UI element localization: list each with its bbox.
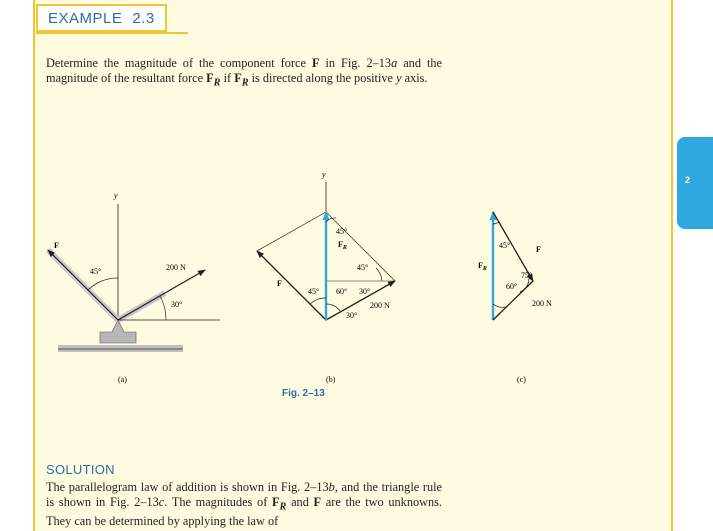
- svg-text:75°: 75°: [521, 271, 533, 280]
- bracket: [100, 320, 136, 343]
- svg-text:200 N: 200 N: [166, 263, 186, 272]
- figure-caption: Fig. 2–13: [282, 388, 325, 399]
- solution-heading: SOLUTION: [46, 462, 115, 477]
- svg-text:F: F: [277, 279, 282, 288]
- svg-text:60°: 60°: [506, 282, 518, 291]
- svg-text:30°: 30°: [346, 311, 358, 320]
- solution-text: The parallelogram law of addition is shown in Fig. 2–13b, and the triangle rule is shown in Fig. 2–13c. The magnitudes of $F_R$ and F are the two unknowns. They can be determined by applying the law of: [46, 480, 443, 529]
- example-number: 2.3: [132, 9, 155, 27]
- svg-text:F: F: [536, 245, 541, 254]
- chapter-tab-label: 2: [685, 175, 691, 185]
- svg-text:45°: 45°: [499, 241, 511, 250]
- header-rule: [36, 32, 188, 34]
- svg-text:y: y: [322, 170, 326, 179]
- svg-text:45°: 45°: [336, 227, 348, 236]
- example-header: [36, 4, 167, 32]
- svg-text:30°: 30°: [359, 287, 371, 296]
- figure-a: [48, 191, 220, 384]
- svg-text:60°: 60°: [336, 287, 348, 296]
- problem-statement: Determine the magnitude of the component force F in Fig. 2–13a and the magnitude of the resultant force $F_R$ if $F_R$ is directed along the positive y axis.: [46, 56, 442, 89]
- svg-text:(a): (a): [118, 375, 127, 384]
- svg-text:30°: 30°: [171, 300, 183, 309]
- svg-text:(b): (b): [326, 375, 336, 384]
- example-label: EXAMPLE: [48, 9, 123, 27]
- svg-text:(c): (c): [517, 375, 526, 384]
- figure-c: [478, 212, 552, 384]
- svg-text:FR: $F_R$: [478, 261, 487, 272]
- svg-text:45°: 45°: [90, 267, 102, 276]
- svg-text:FR: $F_R$: [338, 240, 347, 251]
- svg-text:45°: 45°: [357, 263, 369, 272]
- chapter-tab[interactable]: [677, 137, 713, 229]
- svg-text:200 N: 200 N: [532, 299, 552, 308]
- figure-2-13: [40, 160, 600, 390]
- svg-text:45°: 45°: [308, 287, 320, 296]
- svg-text:200 N: 200 N: [370, 301, 390, 310]
- figure-b: [257, 170, 395, 384]
- svg-text:F: F: [54, 241, 59, 250]
- svg-text:y: y: [114, 191, 118, 200]
